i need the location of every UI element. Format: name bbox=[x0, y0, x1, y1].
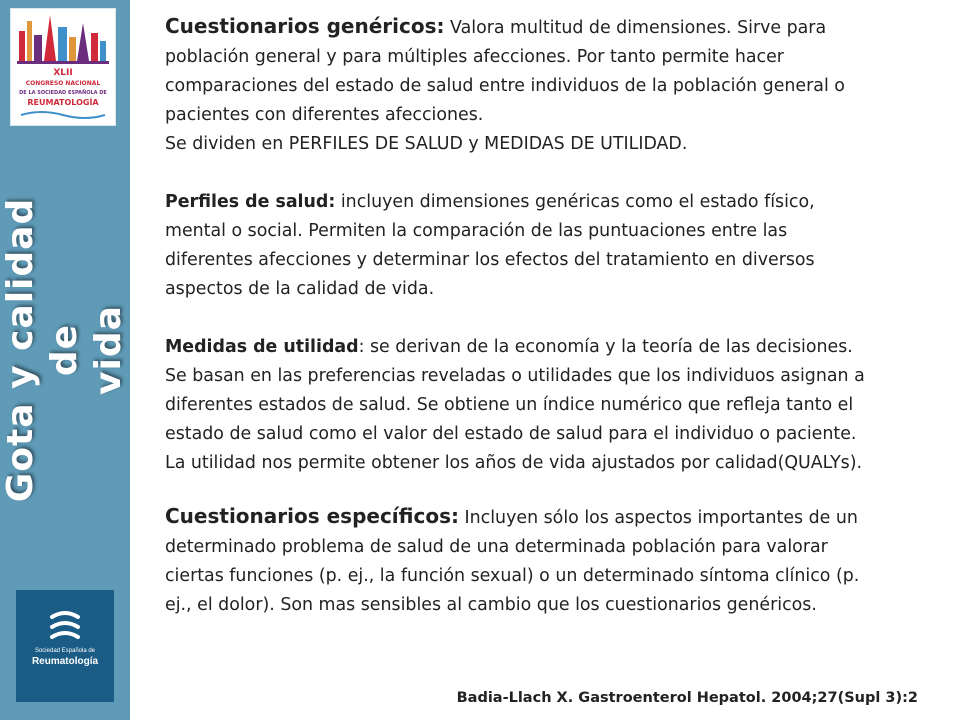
generic-division: Se dividen en PERFILES DE SALUD y MEDIDAS DE UTILIDAD. bbox=[165, 134, 688, 154]
slide-body bbox=[165, 12, 865, 620]
congress-skyline-icon bbox=[11, 9, 115, 125]
svg-text:REUMATOLOGÍA: REUMATOLOGÍA bbox=[27, 98, 99, 107]
generic-text: Valora multitud de dimensiones. Sirve para población general y para múltiples afecciones. Por tanto permite hacer comparaciones del estado de salud entre individuos de la población general o pacientes con diferentes afecciones. bbox=[165, 18, 845, 125]
vertical-title-line-2: vida bbox=[88, 305, 129, 395]
svg-text:DE LA SOCIEDAD ESPAÑOLA DE: DE LA SOCIEDAD ESPAÑOLA DE bbox=[19, 90, 107, 96]
ser-emblem-icon bbox=[48, 606, 82, 640]
sidebar bbox=[0, 0, 130, 720]
utility-paragraph bbox=[165, 333, 865, 478]
specific-paragraph bbox=[165, 502, 865, 620]
svg-text:XLII: XLII bbox=[53, 68, 73, 78]
congress-logo bbox=[10, 8, 116, 126]
profiles-heading: Perfiles de salud: bbox=[165, 192, 336, 212]
utility-heading: Medidas de utilidad bbox=[165, 337, 359, 357]
profiles-paragraph bbox=[165, 188, 865, 304]
svg-text:CONGRESO NACIONAL: CONGRESO NACIONAL bbox=[25, 80, 101, 87]
citation: Badia-Llach X. Gastroenterol Hepatol. 2004;27(Supl 3):2 bbox=[456, 690, 918, 706]
ser-logo-line-1: Sociedad Española de bbox=[34, 648, 96, 654]
generic-heading: Cuestionarios genéricos: bbox=[165, 14, 445, 38]
ser-logo bbox=[16, 590, 114, 702]
profiles-text: incluyen dimensiones genéricas como el estado físico, mental o social. Permiten la comparación de las puntuaciones entre las diferentes afecciones y determinar los efectos del tratamiento en diversos aspectos de la calidad de vida. bbox=[165, 192, 815, 299]
utility-text: : se derivan de la economía y la teoría de las decisiones. Se basan en las preferencias reveladas o utilidades que los individuos asignan a diferentes estados de salud. Se obtiene un índice numérico que refleja tanto el estado de salud como el valor del estado de salud para el individuo o paciente. La utilidad nos permite obtener los años de vida ajustados por calidad(QUALYs). bbox=[165, 337, 865, 473]
specific-text: Incluyen sólo los aspectos importantes de un determinado problema de salud de una determinada población para valorar ciertas funciones (p. ej., la función sexual) o un determinado síntoma clínico (p. ej., el dolor). Son mas sensibles al cambio que los cuestionarios genéricos. bbox=[165, 508, 860, 615]
vertical-title bbox=[0, 170, 131, 530]
specific-heading: Cuestionarios específicos: bbox=[165, 504, 459, 528]
vertical-title-line-1: Gota y calidad de bbox=[0, 197, 85, 503]
generic-paragraph bbox=[165, 12, 865, 130]
ser-logo-line-2: Reumatología bbox=[31, 656, 99, 667]
